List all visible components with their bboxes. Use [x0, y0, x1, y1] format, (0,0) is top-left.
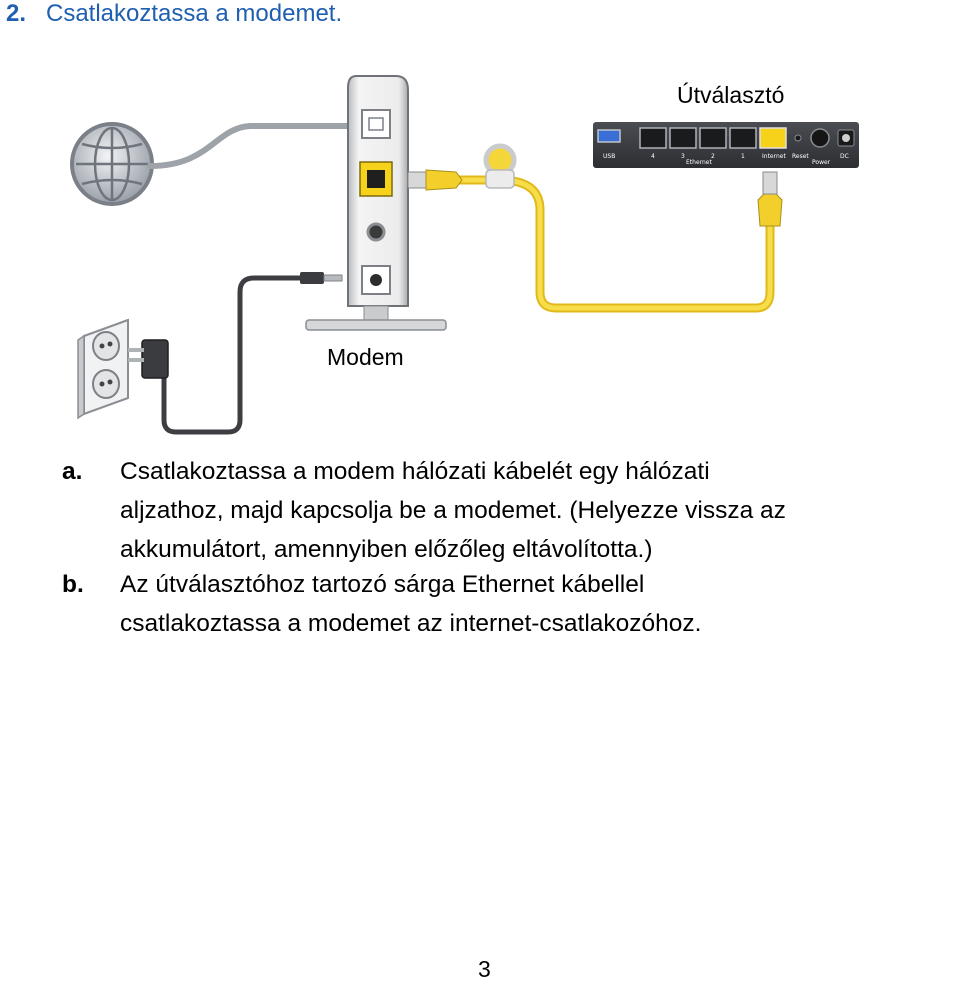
step-a — [62, 452, 960, 569]
router-port-label: DC — [840, 153, 849, 160]
router-port-label: 2 — [711, 153, 715, 160]
router-device — [593, 122, 859, 168]
router-internet-port — [760, 128, 786, 148]
router-port-label: Ethernet — [686, 159, 712, 166]
router-port-label: USB — [603, 153, 616, 160]
router-port-label: 1 — [741, 153, 745, 160]
modem-device — [306, 76, 446, 330]
section-number: 2. — [6, 0, 27, 27]
router-port-label: 3 — [681, 153, 685, 160]
step-text-line: Csatlakoztassa a modem hálózati kábelét egy hálózati — [120, 458, 710, 485]
step-text-line: Az útválasztóhoz tartozó sárga Ethernet kábellel — [120, 571, 645, 598]
router-reset-button — [795, 135, 801, 141]
router-lan-port-1 — [730, 128, 756, 148]
internet-cable — [150, 126, 362, 166]
router-port-label: 4 — [651, 153, 655, 160]
step-marker: a. — [62, 458, 83, 485]
step-b — [62, 565, 960, 643]
modem-button — [368, 224, 384, 240]
router-power-button — [811, 129, 829, 147]
step-text-line: aljzathoz, majd kapcsolja be a modemet. (Helyezze vissza az — [120, 497, 786, 524]
internet-globe-icon — [72, 124, 152, 204]
wall-outlet-icon — [78, 320, 128, 418]
step-marker: b. — [62, 571, 84, 598]
router-port-label: Internet — [762, 153, 786, 160]
section-title: Csatlakoztassa a modemet. — [46, 0, 343, 27]
router-usb-port — [598, 130, 620, 142]
router-label: Útválasztó — [677, 82, 785, 108]
step-text-line: akkumulátort, amennyiben előzőleg eltávolította.) — [120, 536, 653, 563]
instruction-steps — [62, 452, 960, 643]
step-text-line: csatlakoztassa a modemet az internet-csatlakozóhoz. — [120, 610, 702, 637]
yellow-ethernet-cable — [408, 146, 782, 308]
router-lan-port-4 — [640, 128, 666, 148]
router-lan-port-2 — [700, 128, 726, 148]
connection-diagram — [0, 0, 960, 450]
page-number: 3 — [478, 956, 491, 982]
diagram-illustration — [0, 0, 960, 450]
power-adapter — [128, 272, 342, 432]
router-lan-port-3 — [670, 128, 696, 148]
router-port-label: Reset — [792, 153, 809, 160]
router-port-label: Power — [812, 159, 831, 166]
modem-label: Modem — [327, 344, 404, 370]
modem-coax-port — [362, 110, 390, 138]
